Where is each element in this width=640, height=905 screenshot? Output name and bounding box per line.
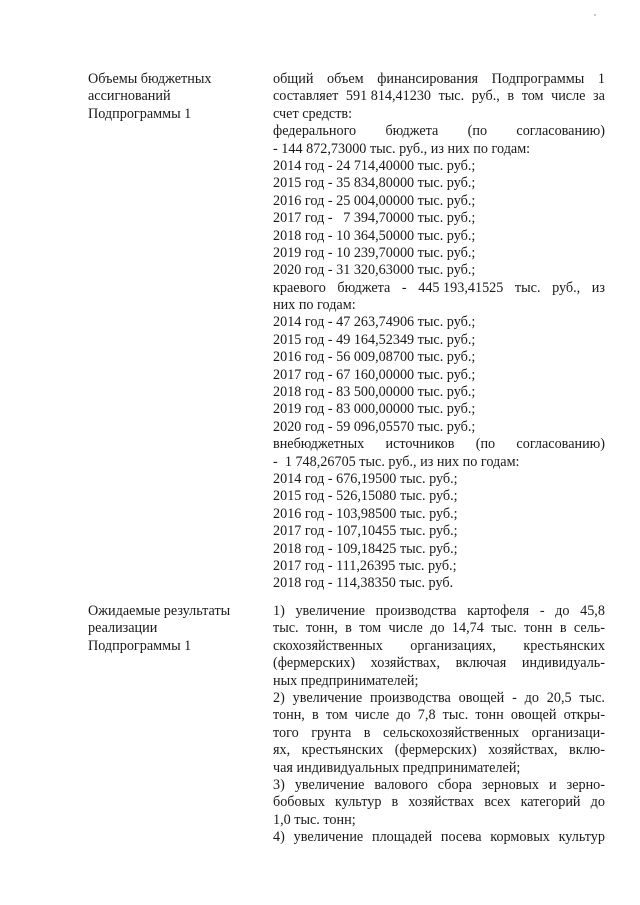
federal-year-line: 2016 год - 25 004,00000 тыс. руб.; <box>273 192 476 209</box>
extrabudgetary-heading: внебюджетных источников (по согласованию) <box>273 436 605 453</box>
regional-year-line: 2019 год - 83 000,00000 тыс. руб.; <box>273 401 476 418</box>
results-content <box>273 603 605 846</box>
results-text-line: ях, крестьянских (фермерских) хозяйствах, вклю- <box>273 742 605 759</box>
results-text-line: бобовых культур в хозяйствах всех категорий до <box>273 794 605 811</box>
federal-year-line: 2020 год - 31 320,63000 тыс. руб.; <box>273 262 476 279</box>
extrabudgetary-total: - 1 748,26705 тыс. руб., из них по годам: <box>273 453 520 470</box>
extrabudgetary-year-line: 2018 год - 114,38350 тыс. руб. <box>273 575 454 592</box>
regional-year-line: 2018 год - 83 500,00000 тыс. руб.; <box>273 384 476 401</box>
extrabudgetary-year-line: 2018 год - 109,18425 тыс. руб.; <box>273 540 458 557</box>
results-text-line: тыс. тонн, в том числе до 14,74 тыс. тонн в сель- <box>273 620 605 637</box>
federal-budget-total: - 144 872,73000 тыс. руб., из них по годам: <box>273 140 531 157</box>
results-text-line: тонн, в том числе до 7,8 тыс. тонн овощей откры- <box>273 707 605 724</box>
extrabudgetary-year-line: 2015 год - 526,15080 тыс. руб.; <box>273 488 458 505</box>
federal-year-line: 2018 год - 10 364,50000 тыс. руб.; <box>273 227 476 244</box>
regional-year-line: 2020 год - 59 096,05570 тыс. руб.; <box>273 418 476 435</box>
scan-speck <box>594 14 596 16</box>
regional-budget-heading: краевого бюджета - 445 193,41525 тыс. руб., из <box>273 279 605 296</box>
regional-budget-heading: них по годам: <box>273 297 356 314</box>
federal-year-line: 2017 год - 7 394,70000 тыс. руб.; <box>273 210 476 227</box>
results-text-line: 2) увеличение производства овощей - до 20,5 тыс. <box>273 689 605 706</box>
financing-text-line: общий объем финансирования Подпрограммы 1 <box>273 71 605 87</box>
extrabudgetary-year-line: 2017 год - 107,10455 тыс. руб.; <box>273 523 458 540</box>
regional-year-line: 2015 год - 49 164,52349 тыс. руб.; <box>273 331 476 348</box>
results-text-line: 4) увеличение площадей посева кормовых культур <box>273 829 605 846</box>
results-text-line: чая индивидуальных предпринимателей; <box>273 759 521 776</box>
regional-year-line: 2017 год - 67 160,00000 тыс. руб.; <box>273 366 476 383</box>
results-text-line: скохозяйственных организациях, крестьянских <box>273 637 605 654</box>
budget-content <box>273 71 605 593</box>
regional-year-line: 2014 год - 47 263,74906 тыс. руб.; <box>273 314 476 331</box>
financing-text-line: составляет 591 814,41230 тыс. руб., в том числе за <box>273 88 605 105</box>
regional-year-line: 2016 год - 56 009,08700 тыс. руб.; <box>273 349 476 366</box>
federal-year-line: 2015 год - 35 834,80000 тыс. руб.; <box>273 175 476 192</box>
extrabudgetary-year-line: 2016 год - 103,98500 тыс. руб.; <box>273 505 458 522</box>
budget-label: Объемы бюджетных ассигнований Подпрограммы 1 <box>88 71 212 122</box>
results-text-line: 3) увеличение валового сбора зерновых и зерно- <box>273 776 605 793</box>
results-text-line: (фермерских) хозяйствах, включая индивидуаль- <box>273 655 605 672</box>
extrabudgetary-year-line: 2017 год - 111,26395 тыс. руб.; <box>273 557 457 574</box>
federal-year-line: 2019 год - 10 239,70000 тыс. руб.; <box>273 244 476 261</box>
results-text-line: того грунта в сельскохозяйственных организаци- <box>273 724 605 741</box>
results-text-line: 1) увеличение производства картофеля - до 45,8 <box>273 603 605 619</box>
federal-budget-heading: федерального бюджета (по согласованию) <box>273 123 605 140</box>
federal-year-line: 2014 год - 24 714,40000 тыс. руб.; <box>273 157 476 174</box>
results-text-line: ных предпринимателей; <box>273 672 419 689</box>
financing-text-line: счет средств: <box>273 105 353 122</box>
results-label: Ожидаемые результаты реализации Подпрограммы 1 <box>88 603 231 654</box>
extrabudgetary-year-line: 2014 год - 676,19500 тыс. руб.; <box>273 470 458 487</box>
results-text-line: 1,0 тыс. тонн; <box>273 811 356 828</box>
